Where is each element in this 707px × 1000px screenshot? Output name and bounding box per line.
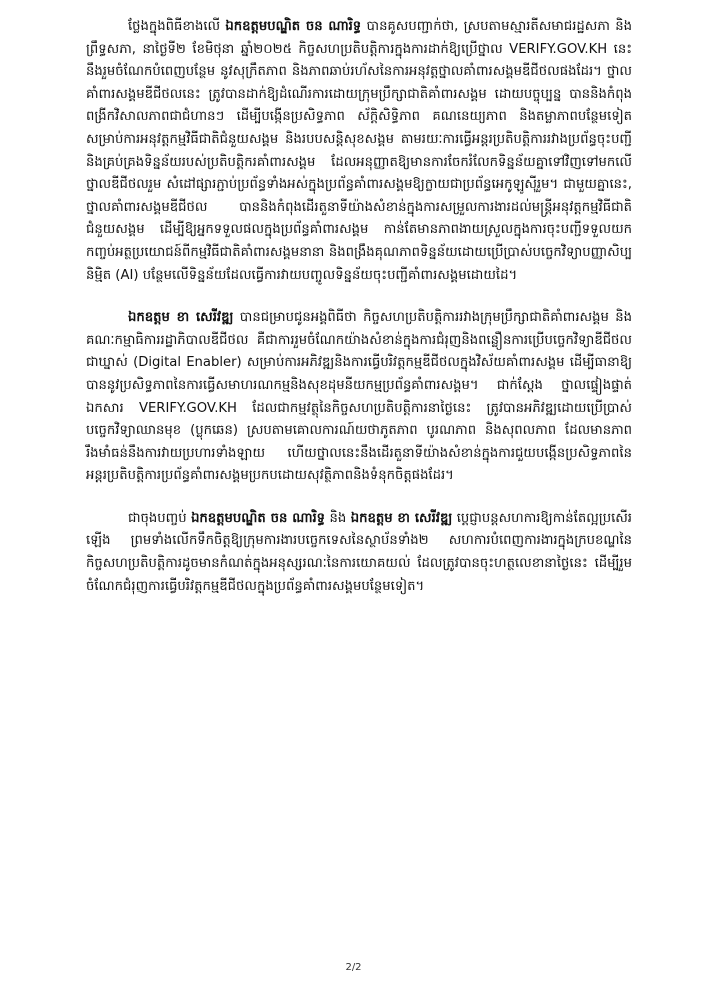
paragraph-text: ថ្លែងក្នុងពិធីខាងលើ bbox=[128, 19, 226, 34]
paragraph-text: និង bbox=[325, 510, 351, 526]
document-body bbox=[86, 16, 632, 618]
paragraph-text: បានជម្រាបជូនអង្គពិធីថា កិច្ចសហប្រតិបត្តិការរវាងក្រុមប្រឹក្សាជាតិគាំពារសង្គម និង គណៈកម្មាធិការរដ្ឋាភិបាលឌីជីថល គឺជាការរួមចំណែកយ៉ាងសំខាន់ក្នុងការជំរុញនិងពន្លឿនការប្រើបច្ចេកវិទ្យាឌីជីថលជាឃ្នាស់ (Digital Enabler) សម្រាប់ការអភិវឌ្ឍនិងការធ្វើបរិវត្តកម្មឌីជីថលក្នុងវិស័យគាំពារសង្គម ដើម្បីធានាឱ្យបាននូវប្រសិទ្ធភាពនៃការធ្វើសមាហរណកម្មនិងសុខដុមនីយកម្មប្រព័ន្ធគាំពារសង្គម។ ជាក់ស្ដែង ថ្នាលផ្ទៀងផ្ទាត់ឯកសារ VERIFY.GOV.KH ដែលជាកម្មវត្ថុនៃកិច្ចសហប្រតិបត្តិការនាថ្ងៃនេះ ត្រូវបានអភិវឌ្ឍដោយប្រើប្រាស់បច្ចេកវិទ្យាឈានមុខ (ប្លុកឆេន) ស្របតាមគោលការណ៍យថាភូតភាព បូរណភាព និងសុពលភាព ដែលមានភាពរឹងមាំធន់នឹងការវាយប្រហារទាំងឡាយ ហើយថ្នាលនេះនឹងដើរតួនាទីយ៉ាងសំខាន់ក្នុងការជួយបង្កើនប្រសិទ្ធភាពនៃអន្តរប្រតិបត្តិការប្រព័ន្ធគាំពារសង្គមប្រកបដោយសុវត្ថិភាពនិងទំនុកចិត្តផងដែរ។ bbox=[86, 310, 632, 484]
paragraph-2 bbox=[86, 307, 632, 488]
page-number: 2/2 bbox=[345, 962, 362, 973]
speaker-name: ឯកឧត្តម ខា សេរីវឌ្ឍ bbox=[128, 310, 234, 326]
paragraph-text: ជាចុងបញ្ចប់ bbox=[128, 510, 192, 526]
paragraph-3 bbox=[86, 508, 632, 598]
speaker-name: ឯកឧត្តម ខា សេរីវឌ្ឍ bbox=[350, 510, 453, 526]
paragraph-text: បានគូសបញ្ជាក់ថា, ស្របតាមស្មារតីសមាជរដ្ឋសភា និងព្រឹទ្ធសភា, នាថ្ងៃទី២ ខែមិថុនា ឆ្នាំ២០២៥ កិច្ចសហប្រតិបត្តិការក្នុងការដាក់ឱ្យប្រើថ្នាល VERIFY.GOV.KH នេះ នឹងរួមចំណែកបំពេញបន្ថែម នូវសុក្រឹតភាព និងភាពឆាប់រហ័សនៃការអនុវត្តថ្នាលគាំពារសង្គមឌីជីថលផងដែរ។ ថ្នាលគាំពារសង្គមឌីជីថលនេះ ត្រូវបានដាក់ឱ្យដំណើរការដោយក្រុមប្រឹក្សាជាតិគាំពារសង្គម ដោយបច្ចុប្បន្ន បាននិងកំពុងពង្រីកវិសាលភាពជាជំហានៗ ដើម្បីបង្កើនប្រសិទ្ធភាព ស័ក្តិសិទ្ធិភាព គណនេយ្យភាព និងតម្លាភាពបន្ថែមទៀត សម្រាប់ការអនុវត្តកម្មវិធីជាតិជំនួយសង្គម និងរបបសន្តិសុខសង្គម តាមរយៈការធ្វើអន្តរប្រតិបត្តិការរវាងប្រព័ន្ធចុះបញ្ជី និងគ្រប់គ្រងទិន្នន័យរបស់ប្រតិបត្តិករគាំពារសង្គម ដែលអនុញ្ញាតឱ្យមានការចែករំលែកទិន្នន័យគ្នាទៅវិញទៅមកលើថ្នាលឌីជីថលរួម សំដៅផ្សារភ្ជាប់ប្រព័ន្ធទាំងអស់ក្នុងប្រព័ន្ធគាំពារសង្គមឱ្យក្លាយជាប្រព័ន្ធអេកូឡូស៊ីរួម។ ជាមួយគ្នានេះ, ថ្នាលគាំពារសង្គមឌីជីថល បាននិងកំពុងដើរតួនាទីយ៉ាងសំខាន់ក្នុងការសម្រួលការងារដល់មន្ត្រីអនុវត្តកម្មវិធីជាតិជំនួយសង្គម ដើម្បីឱ្យអ្នកទទួលផលក្នុងប្រព័ន្ធគាំពារសង្គម កាន់តែមានភាពងាយស្រួលក្នុងការចុះបញ្ជីទទួលយកកញ្ចប់អត្ថប្រយោជន៍ពីកម្មវិធីជាតិគាំពារសង្គមនានា និងពង្រឹងគុណភាពទិន្នន័យដោយប្រើប្រាស់បច្ចេកវិទ្យាបញ្ញាសិប្បនិម្មិត (AI) បន្ថែមលើទិន្នន័យដែលធ្វើការវាយបញ្ចូលទិន្នន័យចុះបញ្ជីគាំពារសង្គមដោយដៃ។ bbox=[86, 19, 632, 283]
speaker-name: ឯកឧត្តមបណ្ឌិត ចន ណារិទ្ធ bbox=[225, 19, 362, 34]
speaker-name: ឯកឧត្តមបណ្ឌិត ចន ណារិទ្ធ bbox=[191, 510, 326, 526]
paragraph-text: ប្តេជ្ញាបន្តសហការឱ្យកាន់តែល្អប្រសើរឡើង ព្រមទាំងលើកទឹកចិត្តឱ្យក្រុមការងារបច្ចេកទេសនៃស្ថាប័នទាំង២ សហការបំពេញការងារក្នុងក្របខណ្ឌនៃកិច្ចសហប្រតិបត្តិការដូចមានកំណត់ក្នុងអនុស្សរណៈនៃការយោគយល់ ដែលត្រូវបានចុះហត្ថលេខានាថ្ងៃនេះ ដើម្បីរួមចំណែកជំរុញការធ្វើបរិវត្តកម្មឌីជីថលក្នុងប្រព័ន្ធគាំពារសង្គមបន្ថែមទៀត។ bbox=[86, 510, 632, 594]
paragraph-1 bbox=[86, 16, 632, 287]
